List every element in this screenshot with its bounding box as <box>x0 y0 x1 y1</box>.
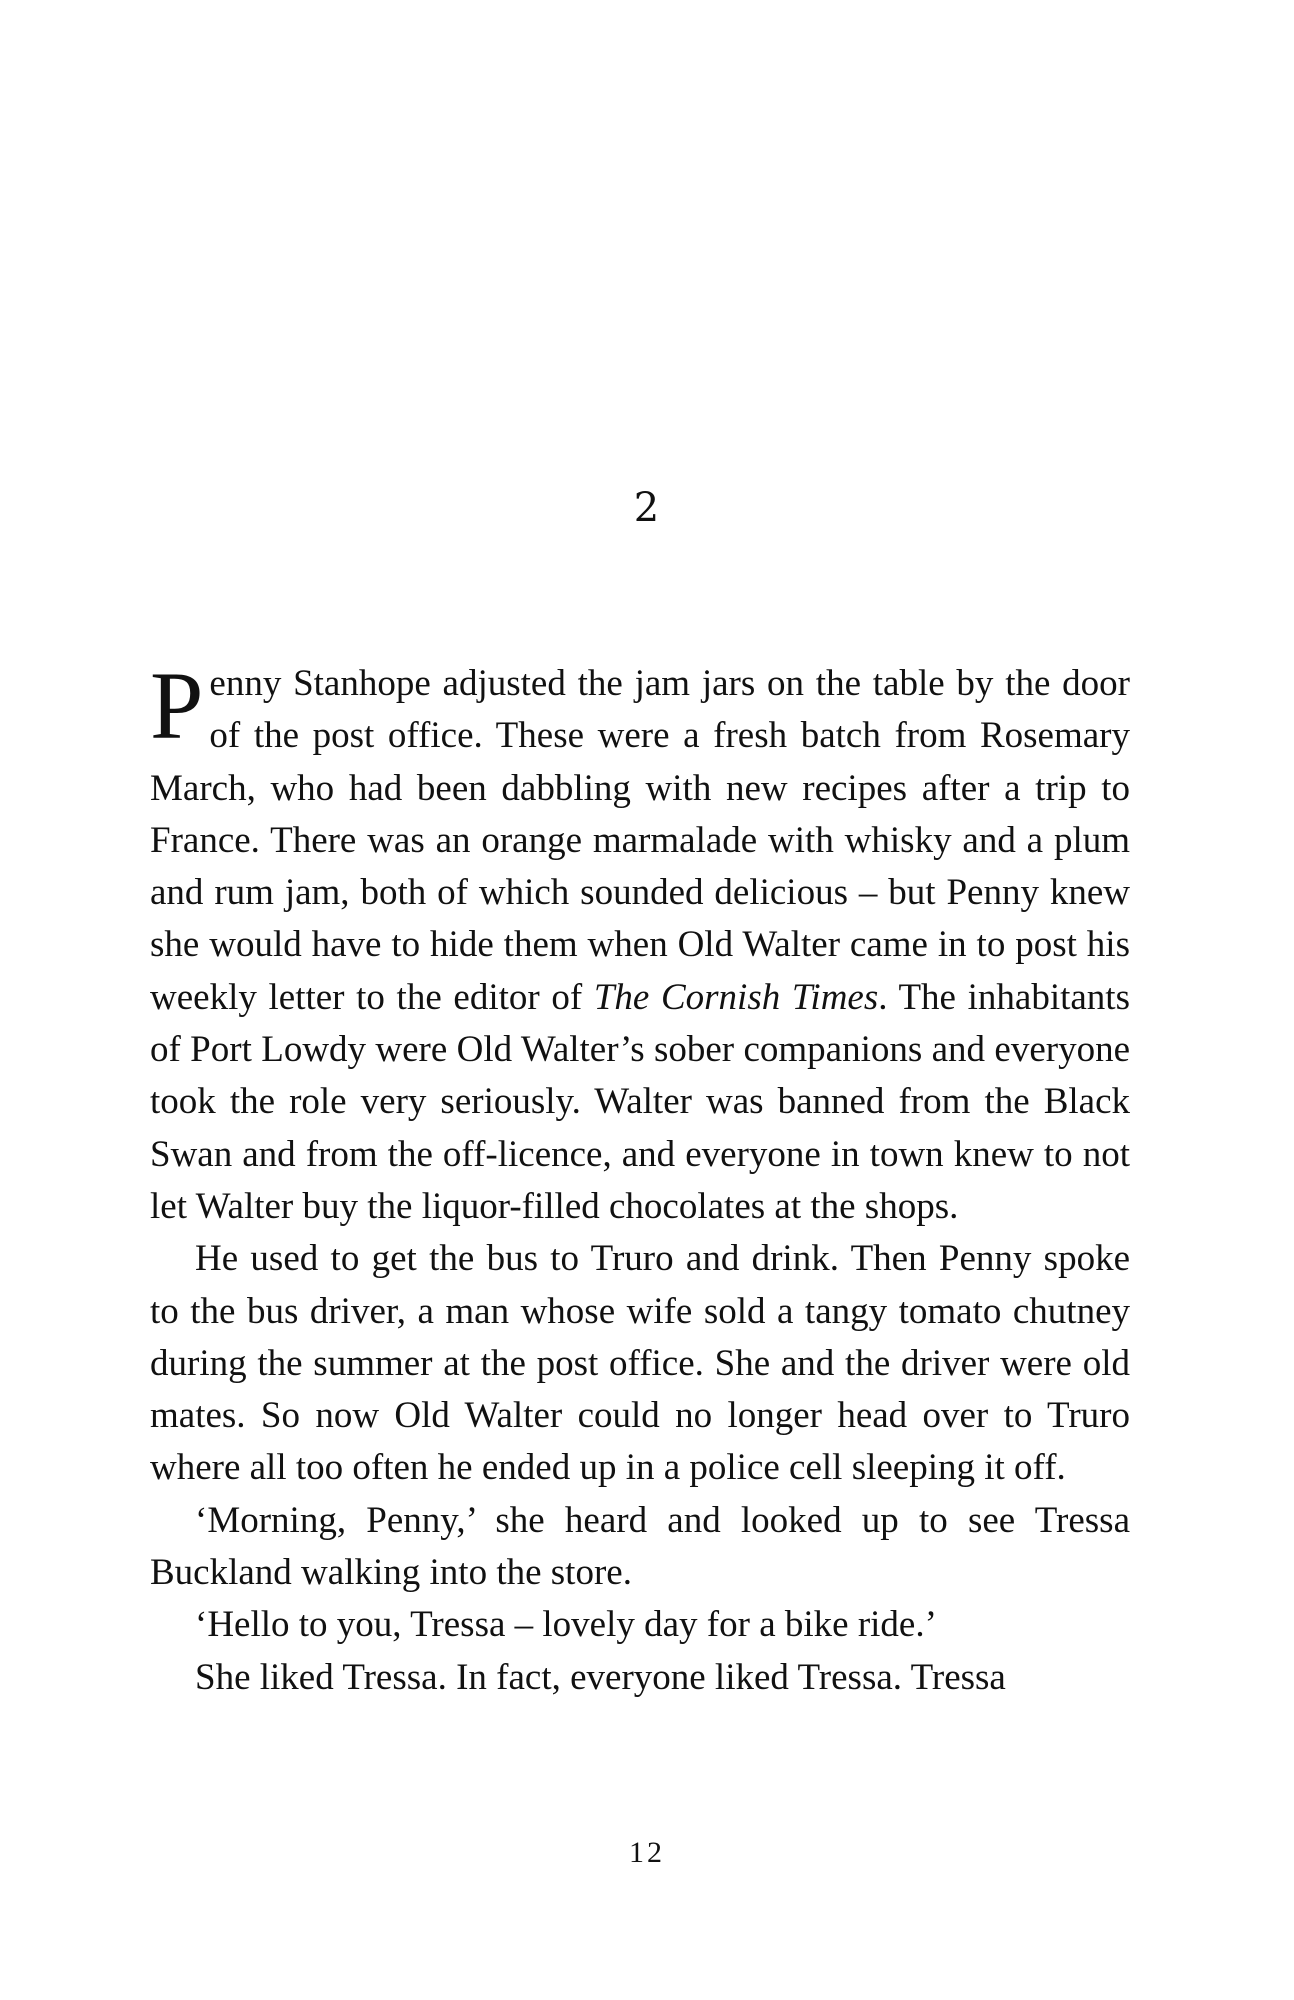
page-number: 12 <box>629 1836 665 1869</box>
paragraph-2: He used to get the bus to Truro and drink. Then Penny spoke to the bus driver, a man whose wife sold a tangy tomato chutney during the summer at the post office. She and the driver were old mates. So now Old Walter could no longer head over to Truro where all too often he ended up in a police cell sleeping it off. <box>150 1238 1130 1489</box>
paragraph-1-text-a: enny Stanhope adjusted the jam jars on the table by the door of the post office. These were a fresh batch from Rosemary March, who had been dabbling with new recipes after a trip to France. There was an orange marmalade with whisky and a plum and rum jam, both of which sounded delicious – but Penny knew she would have to hide them when Old Walter came in to post his weekly letter to the editor of <box>150 663 1130 1018</box>
paragraph-4: ‘Hello to you, Tressa – lovely day for a bike ride.’ <box>195 1604 937 1646</box>
paragraph-5: She liked Tressa. In fact, everyone liked Tressa. Tressa <box>195 1656 1006 1698</box>
chapter-body <box>150 652 1130 1704</box>
drop-cap: P <box>150 652 204 759</box>
paragraph-1-text-b: . The inhabitants of Port Lowdy were Old Walter’s sober companions and everyone took the role very seriously. Walter was banned from the Black Swan and from the off-licence, and everyone in town knew to not let Walter buy the liquor-filled chocolates at the shops. <box>150 976 1130 1227</box>
paragraph-1 <box>150 652 1130 1233</box>
newspaper-title: The Cornish Times <box>593 976 879 1018</box>
chapter-number: 2 <box>633 485 661 531</box>
paragraph-3: ‘Morning, Penny,’ she heard and looked up to see Tressa Buckland walking into the store. <box>150 1499 1130 1594</box>
